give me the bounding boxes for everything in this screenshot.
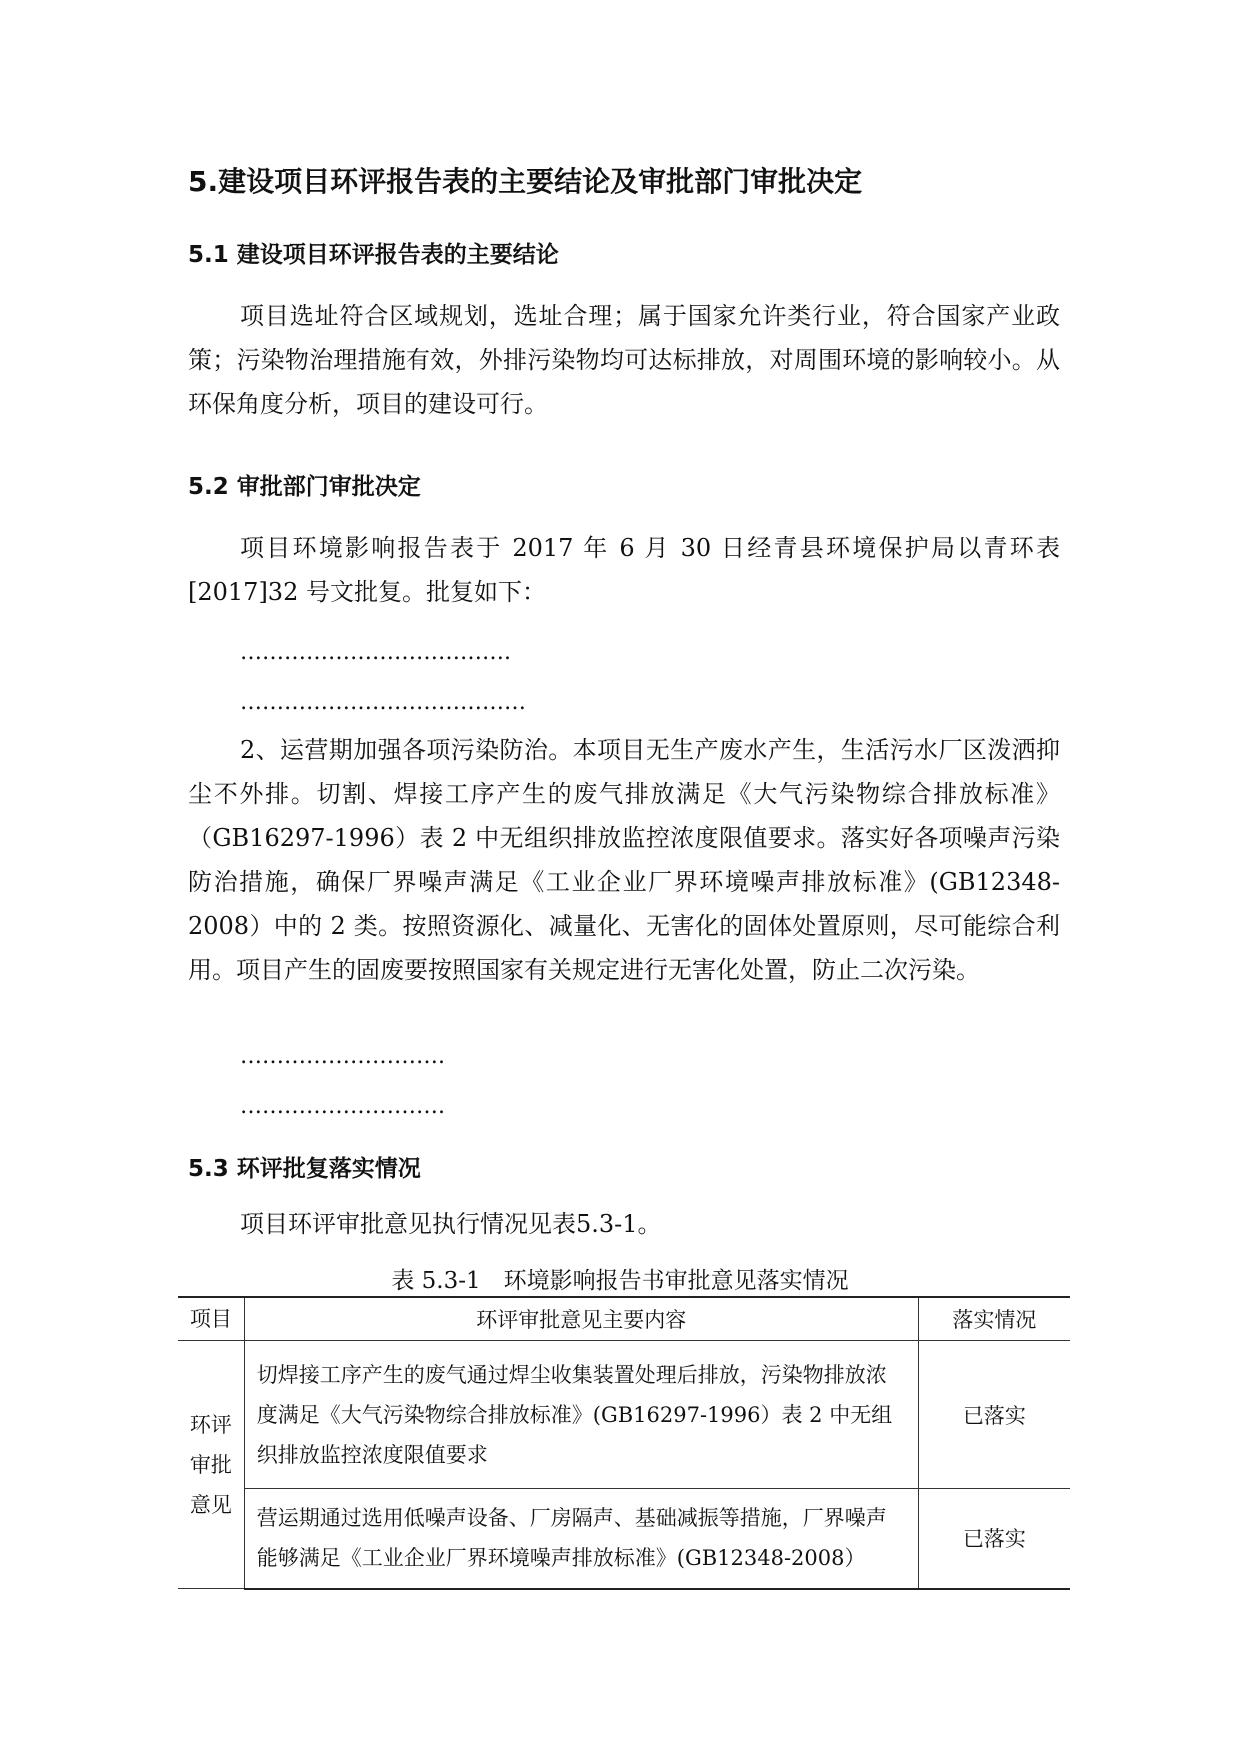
table-caption: 表 5.3-1 环境影响报告书审批意见落实情况 [391,1268,849,1294]
row-content: 营运期通过选用低噪声设备、厂房隔声、基础减振等措施，厂界噪声能够满足《工业企业厂界环境噪声排放标准》(GB12348-2008） [244,1489,918,1589]
group-label [178,1341,244,1589]
ellipsis-line-3: ………………………. [240,1044,445,1069]
table-row [178,1341,1070,1489]
header-item: 项目 [178,1297,244,1341]
table-header-row [178,1297,1070,1341]
section-5-3-title: 5.3 环评批复落实情况 [188,1156,421,1182]
group-label-line: 审批 [189,1452,232,1477]
approval-implementation-table [178,1296,1070,1590]
group-label-line: 环评 [189,1412,232,1437]
ellipsis-line-4: ………………………. [240,1094,445,1119]
header-status: 落实情况 [918,1297,1070,1341]
row-status: 已落实 [918,1341,1070,1489]
row-content: 切焊接工序产生的废气通过焊尘收集装置处理后排放，污染物排放浓度满足《大气污染物综合排放标准》(GB16297-1996）表 2 中无组织排放监控浓度限值要求 [244,1341,918,1489]
section-5-1-title: 5.1 建设项目环评报告表的主要结论 [188,242,559,268]
header-content: 环评审批意见主要内容 [244,1297,918,1341]
group-label-line: 意见 [189,1492,232,1517]
ellipsis-line-2: ………………………………… [240,690,526,715]
section-5-1-body: 项目选址符合区域规划，选址合理；属于国家允许类行业，符合国家产业政策；污染物治理措施有效，外排污染物均可达标排放，对周围环境的影响较小。从环保角度分析，项目的建设可行。 [188,302,1060,418]
row-status: 已落实 [918,1489,1070,1589]
ellipsis-line-1: ………………………………. [240,640,511,665]
section-5-title: 5.建设项目环评报告表的主要结论及审批部门审批决定 [188,165,863,198]
section-5-3-body: 项目环评审批意见执行情况见表5.3-1。 [240,1210,662,1238]
approval-item-2: 2、运营期加强各项污染防治。本项目无生产废水产生，生活污水厂区泼洒抑尘不外排。切割、焊接工序产生的废气排放满足《大气污染物综合排放标准》（GB16297-1996）表 2 中无组织排放监控浓度限值要求。落实好各项噪声污染防治措施，确保厂界噪声满足《工业企业厂界环境噪声排放标准》(GB12348-2008）中的 2 类。按照资源化、减量化、无害化的固体处置原则，尽可能综合利用。项目产生的固废要按照国家有关规定进行无害化处置，防止二次污染。 [188,736,1060,984]
table-row [178,1489,1070,1589]
section-5-2-body: 项目环境影响报告表于 2017 年 6 月 30 日经青县环境保护局以青环表[2017]32 号文批复。批复如下： [188,534,1060,606]
section-5-2-title: 5.2 审批部门审批决定 [188,474,421,500]
